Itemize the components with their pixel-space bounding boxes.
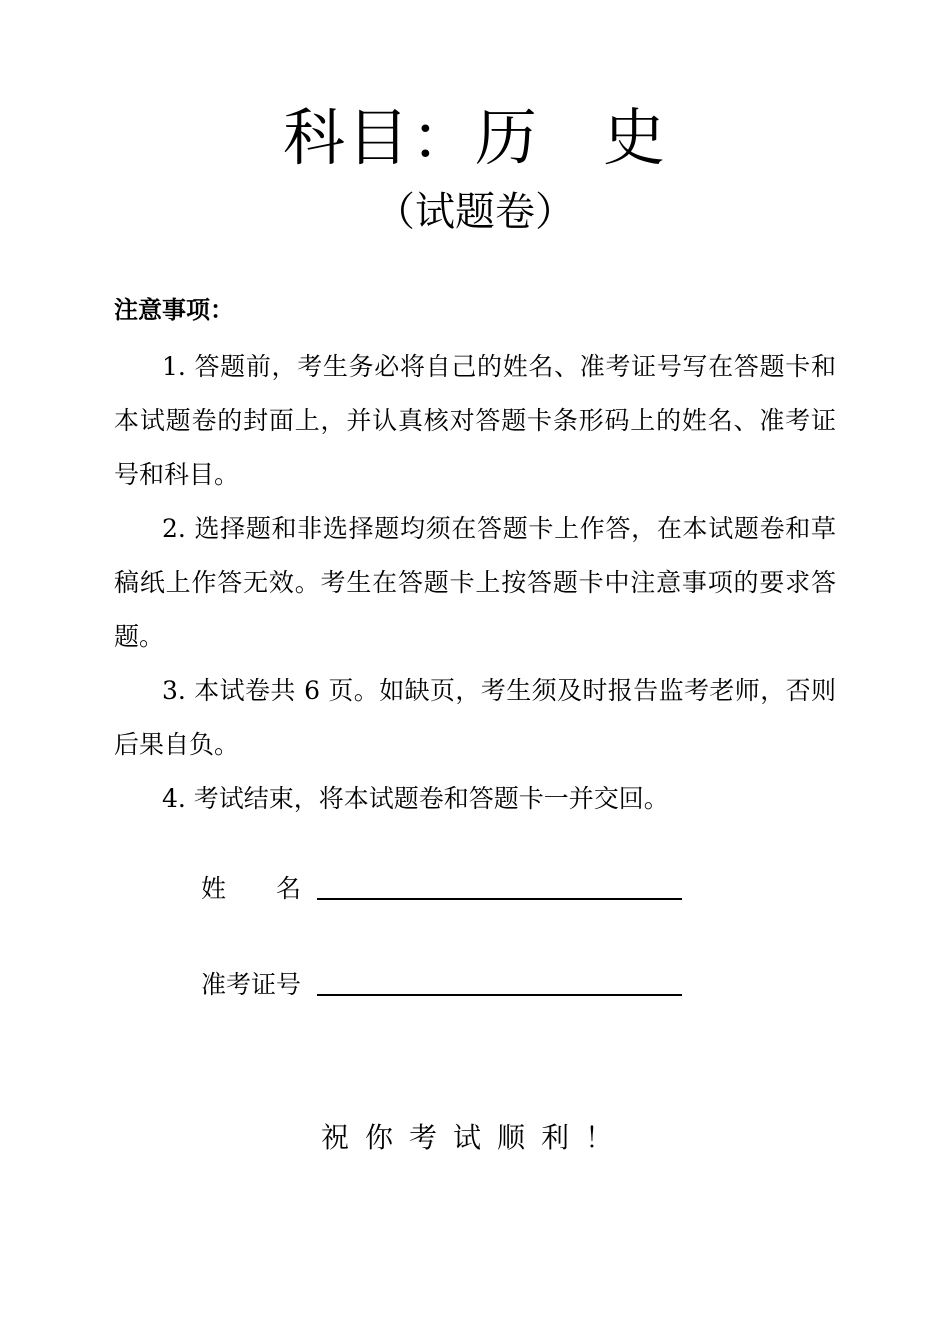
name-field-line[interactable] [317, 898, 682, 900]
notice-list [114, 340, 836, 826]
notice-heading: 注意事项： [114, 296, 234, 324]
notice-item-4: 4. 考试结束，将本试题卷和答题卡一并交回。 [162, 784, 669, 813]
notice-item-3: 3. 本试卷共 6 页。如缺页，考生须及时报告监考老师，否则后果自负。 [114, 676, 836, 759]
closing-message: 祝你考试顺利！ [320, 1121, 629, 1154]
exam-id-field-row [201, 962, 682, 1002]
notice-item-1: 1. 答题前，考生务必将自己的姓名、准考证号写在答题卡和本试题卷的封面上，并认真核对答题卡条形码上的姓名、准考证号和科目。 [114, 352, 836, 489]
name-field-row [201, 866, 682, 906]
name-field-label: 姓 名 [201, 874, 302, 903]
page-title: 科目：历 史 [282, 101, 667, 174]
exam-id-field-line[interactable] [317, 994, 682, 996]
exam-id-field-label: 准考证号 [201, 970, 302, 999]
notice-item-2: 2. 选择题和非选择题均须在答题卡上作答，在本试题卷和草稿纸上作答无效。考生在答题卡上按答题卡中注意事项的要求答题。 [114, 514, 836, 651]
page-subtitle: （试题卷） [375, 189, 575, 235]
